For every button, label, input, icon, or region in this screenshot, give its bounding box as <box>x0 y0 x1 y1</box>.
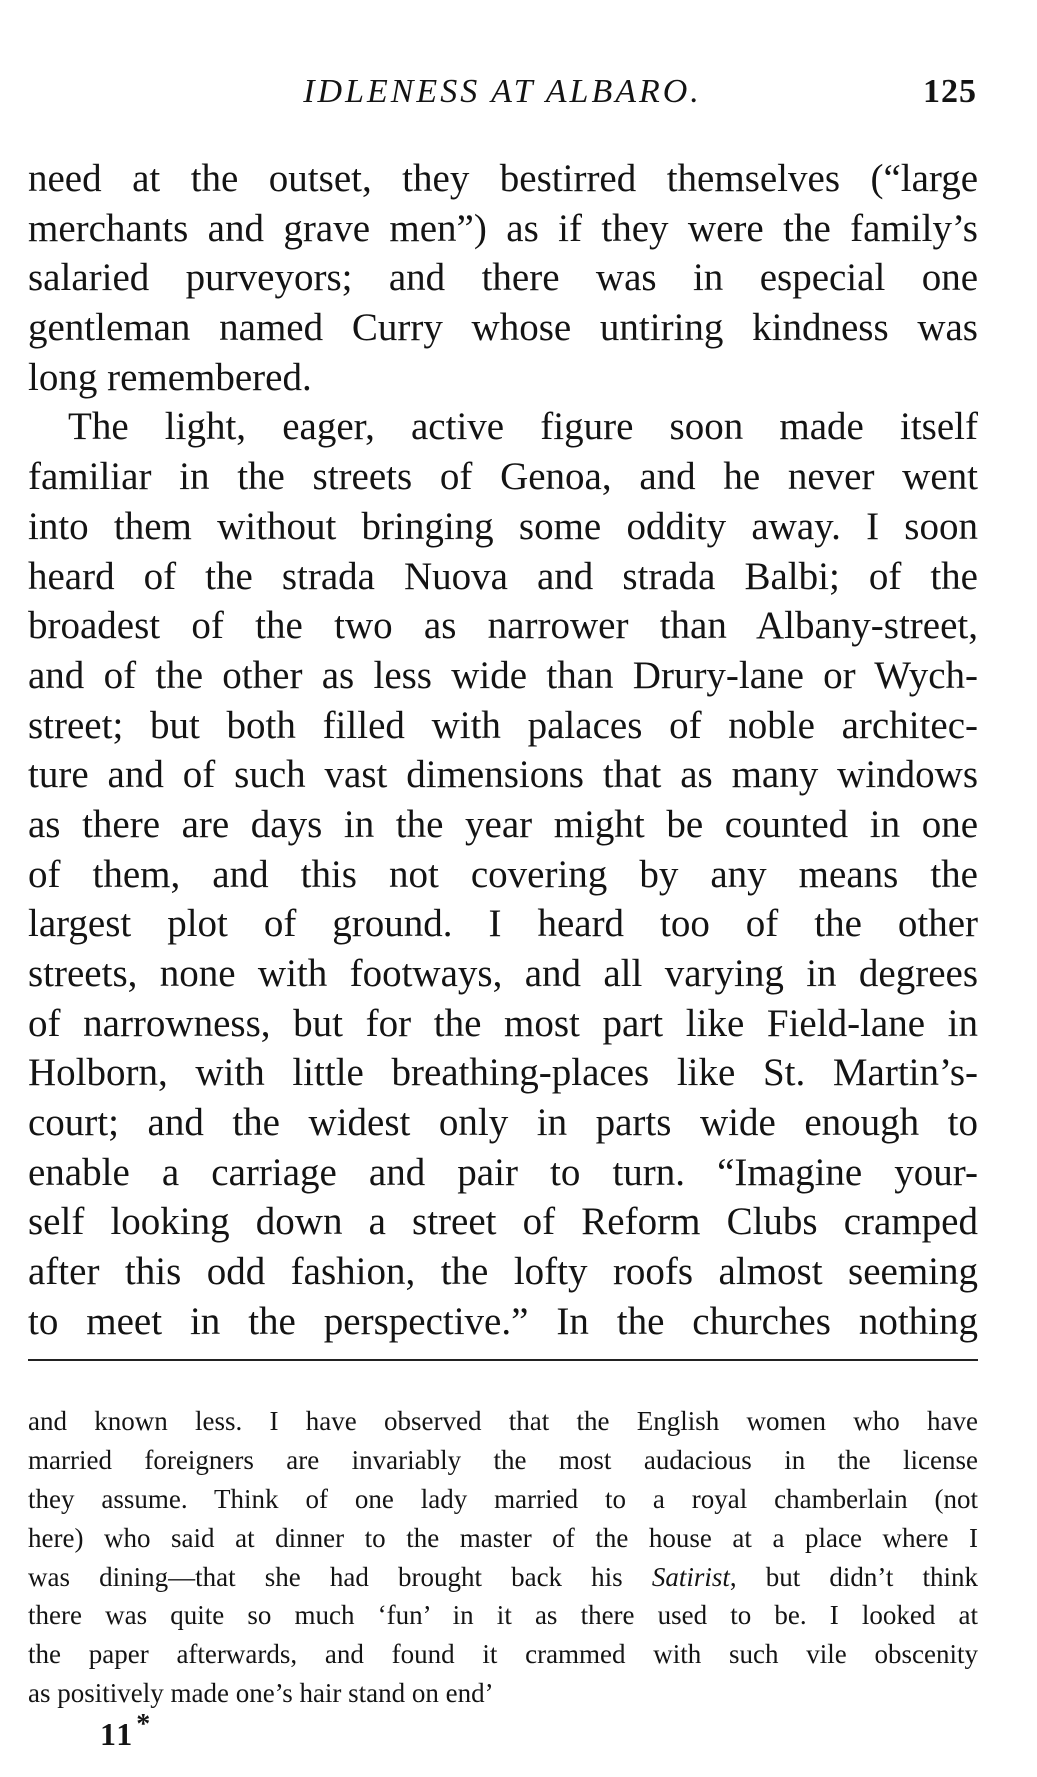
footnote-text: was dining—that she had brought back his <box>28 1561 652 1592</box>
signature-asterisk: * <box>136 1709 153 1740</box>
body-line: largest plot of ground. I heard too of the other <box>28 902 978 946</box>
body-line: streets, none with footways, and all varying in degrees <box>28 952 978 995</box>
body-line: court; and the widest only in parts wide enough to <box>28 1101 978 1145</box>
body-line: long remembered. <box>28 355 312 399</box>
body-line: of narrowness, but for the most part like Field-lane in <box>28 1001 978 1045</box>
body-line: gentleman named Curry whose untiring kindness was <box>28 306 978 350</box>
footnote-divider <box>28 1359 978 1361</box>
body-line: enable a carriage and pair to turn. “Imagine your- <box>28 1150 978 1194</box>
body-line: salaried purveyors; and there was in especial one <box>28 256 978 300</box>
body-line: ture and of such vast dimensions that as many windows <box>28 753 978 797</box>
footnote-line: as positively made one’s hair stand on end’ <box>28 1678 494 1709</box>
body-line: street; but both filled with palaces of noble architec- <box>28 703 978 747</box>
footnote-line: here) who said at dinner to the master of the house at a place where I <box>28 1522 978 1553</box>
page-number: 125 <box>923 73 977 110</box>
signature-mark <box>100 1705 152 1754</box>
body-line: Holborn, with little breathing-places like St. Martin’s- <box>28 1051 978 1095</box>
footnote-line: married foreigners are invariably the most audacious in the license <box>28 1444 978 1475</box>
body-line: and of the other as less wide than Drury-lane or Wych- <box>28 653 978 697</box>
body-line: after this odd fashion, the lofty roofs almost seeming <box>28 1250 978 1294</box>
footnote-line: the paper afterwards, and found it crammed with such vile obscenity <box>28 1639 978 1670</box>
signature-number: 11 <box>100 1716 135 1752</box>
body-line: heard of the strada Nuova and strada Balbi; of the <box>28 554 978 598</box>
footnote-line: there was quite so much ‘fun’ in it as there used to be. I looked at <box>28 1600 978 1631</box>
body-line: into them without bringing some oddity away. I soon <box>28 504 978 548</box>
periodical-title: Satirist <box>651 1561 730 1592</box>
body-line: to meet in the perspective.” In the churches nothing <box>28 1299 978 1343</box>
running-title: IDLENESS AT ALBARO. <box>303 73 702 110</box>
body-line: self looking down a street of Reform Clubs cramped <box>28 1200 978 1244</box>
footnote-line: and known less. I have observed that the English women who have <box>28 1406 978 1436</box>
body-line: broadest of the two as narrower than Albany-street, <box>28 604 978 648</box>
footnote-line <box>28 1558 978 1597</box>
body-line: merchants and grave men”) as if they were the family’s <box>28 206 978 250</box>
body-line: as there are days in the year might be counted in one <box>28 802 978 846</box>
footnote-line: they assume. Think of one lady married to a royal chamberlain (not <box>28 1483 978 1514</box>
body-line: need at the outset, they bestirred themselves (“large <box>28 157 978 200</box>
body-line: of them, and this not covering by any means the <box>28 852 978 896</box>
footnote-text: , but didn’t think <box>729 1561 978 1592</box>
body-text <box>28 154 978 1347</box>
body-line: familiar in the streets of Genoa, and he never went <box>28 455 978 499</box>
body-line: The light, eager, active figure soon made itself <box>68 405 978 449</box>
footnote <box>28 1402 978 1713</box>
running-head <box>28 68 977 116</box>
